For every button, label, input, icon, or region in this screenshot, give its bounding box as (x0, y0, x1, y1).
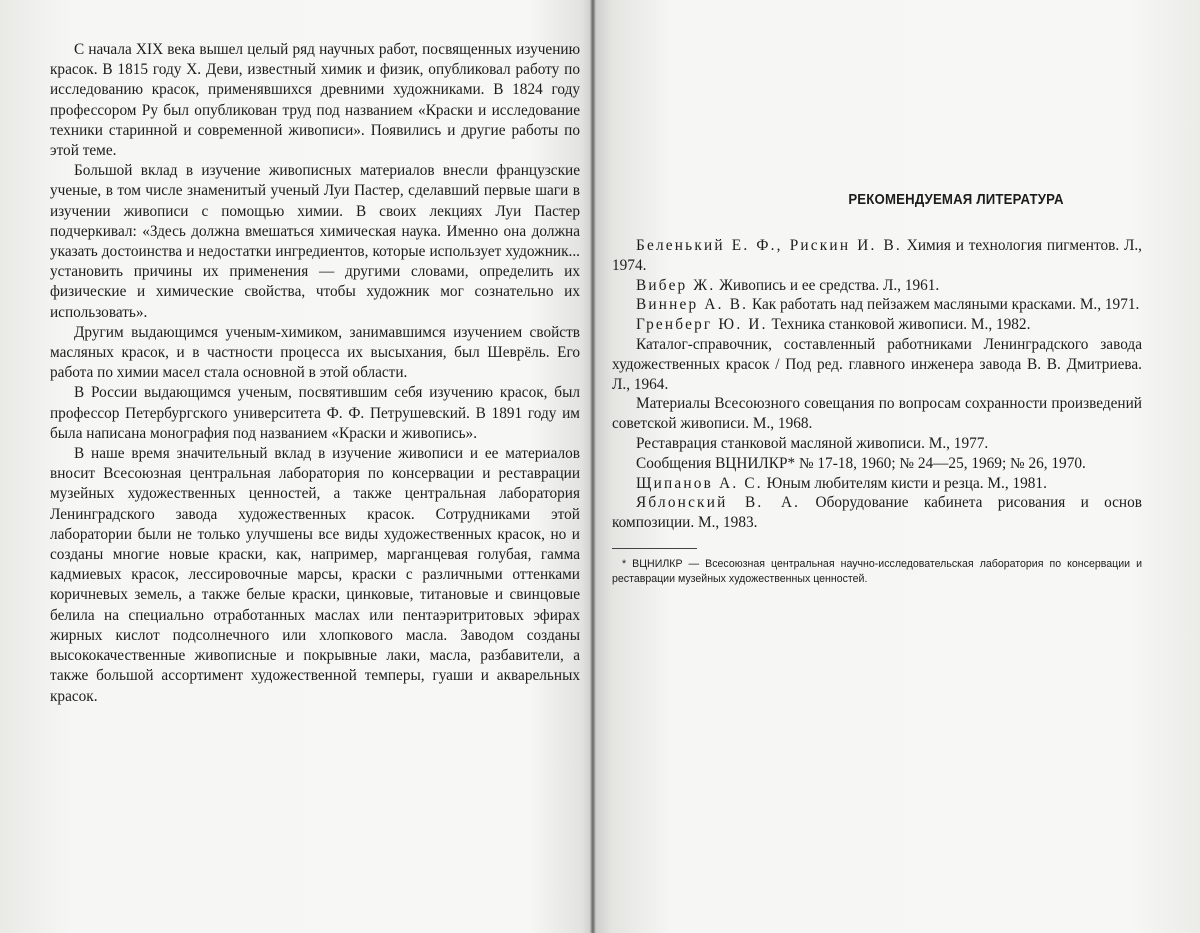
paragraph: В наше время значительный вклад в изучение живописи и ее материалов вносит Всесоюзная центральная лаборатория по консервации и реставрации музейных художественных ценностей, а также центральная лаборатория Ленинградского завода художественных красок. Сотрудниками этой лаборатории были не только улучшены все виды художественных красок, но и созданы многие новые краски, как, например, марганцевая голубая, гамма кадмиевых красок, лессировочные марсы, краски с различными оттенками коричневых земель, а также белые краски, цинковые, титановые и свинцовые белила на специально отработанных маслах или пентаэритритовых эфирах жирных кислот подсолнечного или хлопкового масла. Заводом созданы высококачественные живописные и покрывные лаки, масла, разбавители, а также большой ассортимент художественной темперы, гуаши и акварельных красок. (50, 445, 580, 705)
bibliography-entry (612, 295, 1142, 315)
entry-text: Реставрация станковой масляной живописи. М., 1977. (636, 434, 989, 452)
entry-text: Юным любителям кисти и резца. М., 1981. (762, 474, 1047, 492)
entry-text: Химия и технология пигментов. Л., 1974. (612, 237, 1142, 274)
bibliography-entry (612, 335, 1142, 394)
right-page (596, 0, 1200, 933)
entry-text: Живопись и ее средства. Л., 1961. (715, 276, 940, 294)
entry-author: Гренберг Ю. И. (636, 316, 768, 334)
bibliography-entry (612, 434, 1142, 454)
entry-author: Виннер А. В. (636, 296, 749, 314)
paragraph: В России выдающимся ученым, посвятившим себя изучению красок, был профессор Петербургского университета Ф. Ф. Петрушевский. В 1891 году им была написана монография под названием «Краски и живопись». (50, 384, 580, 442)
entry-author: Яблонский В. А. (636, 494, 801, 512)
entry-author: Беленький Е. Ф., Рискин И. В. (636, 237, 902, 254)
bibliography-entry (612, 315, 1142, 335)
footnote-divider (612, 548, 697, 549)
bibliography-entry (612, 493, 1142, 533)
footnote: * ВЦНИЛКР — Всесоюзная центральная научно-исследовательская лаборатория по консервации и реставрации музейных художественных ценностей. (612, 558, 1142, 585)
entry-author: Вибер Ж. (636, 276, 716, 294)
entry-author: Щипанов А. С. (636, 474, 763, 492)
entry-text: Каталог-справочник, составленный работниками Ленинградского завода художественных красок / Под ред. главного инженера завода В. В. Дмитриева. Л., 1964. (612, 335, 1142, 393)
section-heading: РЕКОМЕНДУЕМАЯ ЛИТЕРАТУРА (848, 191, 1064, 208)
bibliography-entry (612, 236, 1142, 276)
entry-text: Оборудование кабинета рисования и основ композиции. М., 1983. (612, 494, 1142, 532)
bibliography-entry (612, 276, 1142, 296)
left-page (0, 0, 590, 933)
entry-text: Сообщения ВЦНИЛКР* № 17-18, 1960; № 24—25, 1969; № 26, 1970. (636, 454, 1086, 472)
entry-text: Техника станковой живописи. М., 1982. (767, 316, 1031, 334)
bibliography-entry (612, 474, 1142, 494)
bibliography-entry (612, 454, 1142, 474)
entry-text: Как работать над пейзажем масляными красками. М., 1971. (748, 296, 1140, 314)
paragraph: Большой вклад в изучение живописных материалов внесли французские ученые, в том числе знаменитый ученый Луи Пастер, сделавший первые шаги в изучении живописи с помощью химии. В своих лекциях Луи Пастер подчеркивал: «Здесь должна вмешаться химическая наука. Именно она должна указать достоинства и недостатки ингредиентов, которые использует художник... установить причины их применения — другими словами, определить их физические и химические свойства, чтобы художник мог сознательно их использовать». (50, 162, 580, 321)
entry-text: Материалы Всесоюзного совещания по вопросам сохранности произведений советской живописи. М., 1968. (612, 395, 1142, 433)
body-text (50, 40, 580, 707)
paragraph: Другим выдающимся ученым-химиком, занимавшимся изучением свойств масляных красок, и в частности процесса их высыхания, был Шеврёль. Его работа по химии масел стала основной в этой области. (50, 323, 580, 382)
bibliography-list (612, 236, 1142, 533)
paragraph: С начала XIX века вышел целый ряд научных работ, посвященных изучению красок. В 1815 году Х. Деви, известный химик и физик, опубликовал работу по исследованию красок, применявшихся древними художниками. В 1824 году профессором Ру был опубликован труд под названием «Краски и исследование техники старинной и современной живописи». Появились и другие работы по этой теме. (50, 41, 580, 160)
book-gutter (590, 0, 595, 933)
bibliography-entry (612, 394, 1142, 434)
